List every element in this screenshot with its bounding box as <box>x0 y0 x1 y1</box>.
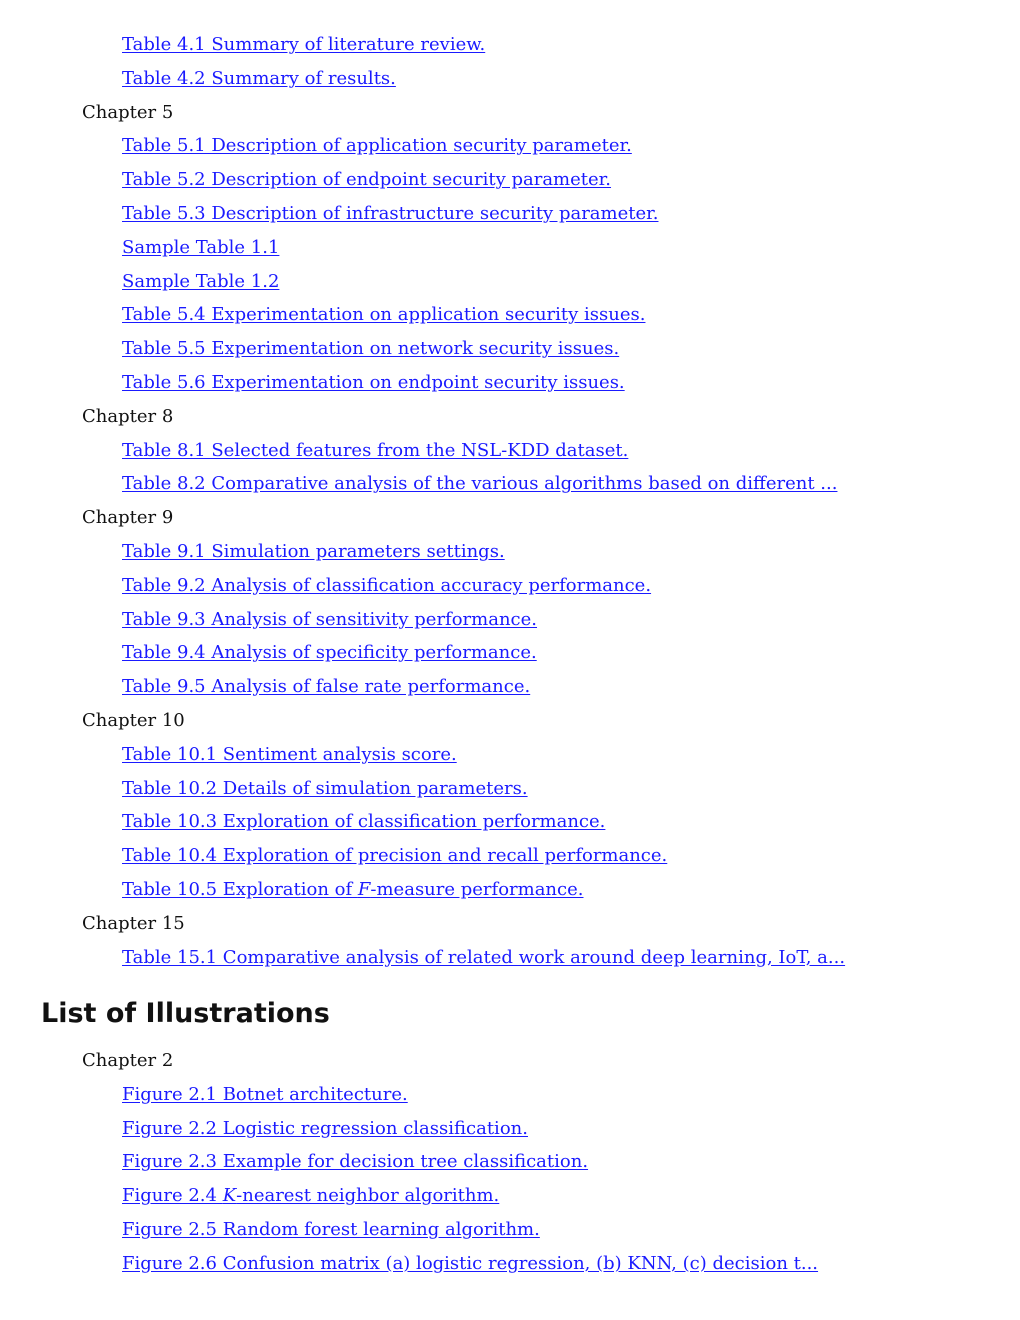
chapter-label-text: Chapter 9 <box>82 507 174 529</box>
entry-link[interactable] <box>122 440 628 461</box>
entry-link-text: Table 15.1 Comparative analysis of related work around deep learning, IoT, a... <box>122 946 846 968</box>
list-item <box>0 738 1020 772</box>
list-item <box>0 670 1020 704</box>
illustrations-entry-list <box>0 1044 1020 1281</box>
entry-link-text: Figure 2.4 <box>122 1185 223 1207</box>
entry-link-text: Table 9.3 Analysis of sensitivity performance. <box>122 608 538 630</box>
list-item <box>0 129 1020 163</box>
list-item <box>0 1112 1020 1146</box>
chapter-label-text: Chapter 5 <box>82 101 174 123</box>
entry-link[interactable] <box>122 271 279 292</box>
entry-link-text: Table 10.4 Exploration of precision and recall performance. <box>122 845 668 867</box>
entry-link-text: Table 5.2 Description of endpoint security parameter. <box>122 169 612 191</box>
entry-link-text-suffix: -nearest neighbor algorithm. <box>236 1185 500 1207</box>
list-item <box>0 1213 1020 1247</box>
chapter-label-text: Chapter 10 <box>82 709 185 731</box>
list-item <box>0 535 1020 569</box>
chapter-label <box>0 1044 1020 1078</box>
entry-link-text: Figure 2.6 Confusion matrix (a) logistic regression, (b) KNN, (c) decision t... <box>122 1252 819 1274</box>
entry-link-text: Sample Table 1.2 <box>122 270 280 292</box>
entry-link[interactable] <box>122 304 645 325</box>
list-item <box>0 873 1020 907</box>
entry-link-text: Table 5.3 Description of infrastructure security parameter. <box>122 202 659 224</box>
entry-link[interactable] <box>122 1253 818 1274</box>
entry-link[interactable] <box>122 575 651 596</box>
list-item <box>0 332 1020 366</box>
entry-link[interactable] <box>122 372 625 393</box>
entry-link-text: Table 9.5 Analysis of false rate performance. <box>122 676 531 698</box>
list-item <box>0 434 1020 468</box>
list-item <box>0 1179 1020 1213</box>
list-item <box>0 28 1020 62</box>
entry-link[interactable] <box>122 237 279 258</box>
entry-link-italic: F <box>357 878 371 900</box>
entry-link-text: Table 10.1 Sentiment analysis score. <box>122 743 457 765</box>
entry-link-text: Figure 2.2 Logistic regression classification. <box>122 1117 528 1139</box>
entry-link[interactable] <box>122 845 667 866</box>
list-item <box>0 62 1020 96</box>
list-item <box>0 1145 1020 1179</box>
chapter-label-text: Chapter 2 <box>82 1050 174 1071</box>
entry-link-text: Table 10.5 Exploration of <box>122 878 358 900</box>
list-item <box>0 1078 1020 1112</box>
entry-link[interactable] <box>122 203 658 224</box>
chapter-label-text: Chapter 15 <box>82 912 185 934</box>
entry-link[interactable] <box>122 676 530 697</box>
list-item <box>0 636 1020 670</box>
list-item <box>0 603 1020 637</box>
list-item <box>0 805 1020 839</box>
entry-link-text: Table 9.4 Analysis of specificity performance. <box>122 642 537 664</box>
entry-link-text: Figure 2.3 Example for decision tree classification. <box>122 1151 589 1173</box>
list-item <box>0 569 1020 603</box>
chapter-label <box>0 400 1020 434</box>
entry-link[interactable] <box>122 68 396 89</box>
list-of-illustrations <box>0 994 1020 1281</box>
entry-link[interactable] <box>122 947 845 968</box>
entry-link[interactable] <box>122 338 619 359</box>
entry-link-text: Table 10.3 Exploration of classification performance. <box>122 811 606 833</box>
chapter-label <box>0 907 1020 941</box>
entry-link-text: Table 8.2 Comparative analysis of the various algorithms based on different ... <box>122 473 838 495</box>
entry-link-text: Table 8.1 Selected features from the NSL-KDD dataset. <box>122 439 629 461</box>
list-item <box>0 941 1020 975</box>
illustrations-heading: List of Illustrations <box>41 998 330 1029</box>
entry-link-text: Table 9.2 Analysis of classification accuracy performance. <box>122 574 652 596</box>
list-item <box>0 298 1020 332</box>
entry-link[interactable] <box>122 811 605 832</box>
list-of-tables <box>0 28 1020 974</box>
chapter-label <box>0 704 1020 738</box>
entry-link-text-suffix: -measure performance. <box>370 878 584 900</box>
entry-link[interactable] <box>122 34 485 55</box>
list-item <box>0 772 1020 806</box>
entry-link-text: Table 5.6 Experimentation on endpoint security issues. <box>122 371 625 393</box>
tables-entry-list <box>0 28 1020 974</box>
entry-link-text: Table 5.5 Experimentation on network security issues. <box>122 338 620 360</box>
entry-link-text: Table 4.2 Summary of results. <box>122 67 396 89</box>
entry-link-text: Figure 2.1 Botnet architecture. <box>122 1083 408 1105</box>
entry-link[interactable] <box>122 1151 588 1172</box>
entry-link-text: Table 5.1 Description of application security parameter. <box>122 135 632 157</box>
entry-link[interactable] <box>122 879 583 900</box>
chapter-label <box>0 501 1020 535</box>
entry-link-text: Table 10.2 Details of simulation parameters. <box>122 777 528 799</box>
entry-link-italic: K <box>222 1185 237 1207</box>
entry-link[interactable] <box>122 778 528 799</box>
list-item <box>0 265 1020 299</box>
entry-link[interactable] <box>122 1219 540 1240</box>
list-item <box>0 197 1020 231</box>
entry-link-text: Sample Table 1.1 <box>122 236 280 258</box>
entry-link-text: Table 4.1 Summary of literature review. <box>122 34 486 55</box>
list-item <box>0 366 1020 400</box>
entry-link[interactable] <box>122 473 837 494</box>
entry-link-text: Table 5.4 Experimentation on application security issues. <box>122 304 646 326</box>
entry-link[interactable] <box>122 609 537 630</box>
entry-link[interactable] <box>122 744 457 765</box>
list-item <box>0 231 1020 265</box>
chapter-label-text: Chapter 8 <box>82 405 174 427</box>
list-item <box>0 163 1020 197</box>
entry-link[interactable] <box>122 1118 528 1139</box>
entry-link[interactable] <box>122 1185 499 1206</box>
entry-link[interactable] <box>122 642 537 663</box>
entry-link-text: Figure 2.5 Random forest learning algorithm. <box>122 1218 540 1240</box>
list-item <box>0 467 1020 501</box>
entry-link[interactable] <box>122 541 505 562</box>
entry-link[interactable] <box>122 169 611 190</box>
entry-link[interactable] <box>122 1084 408 1105</box>
entry-link-text: Table 9.1 Simulation parameters settings. <box>122 540 505 562</box>
entry-link[interactable] <box>122 135 632 156</box>
list-item <box>0 1247 1020 1281</box>
list-item <box>0 839 1020 873</box>
chapter-label <box>0 96 1020 130</box>
